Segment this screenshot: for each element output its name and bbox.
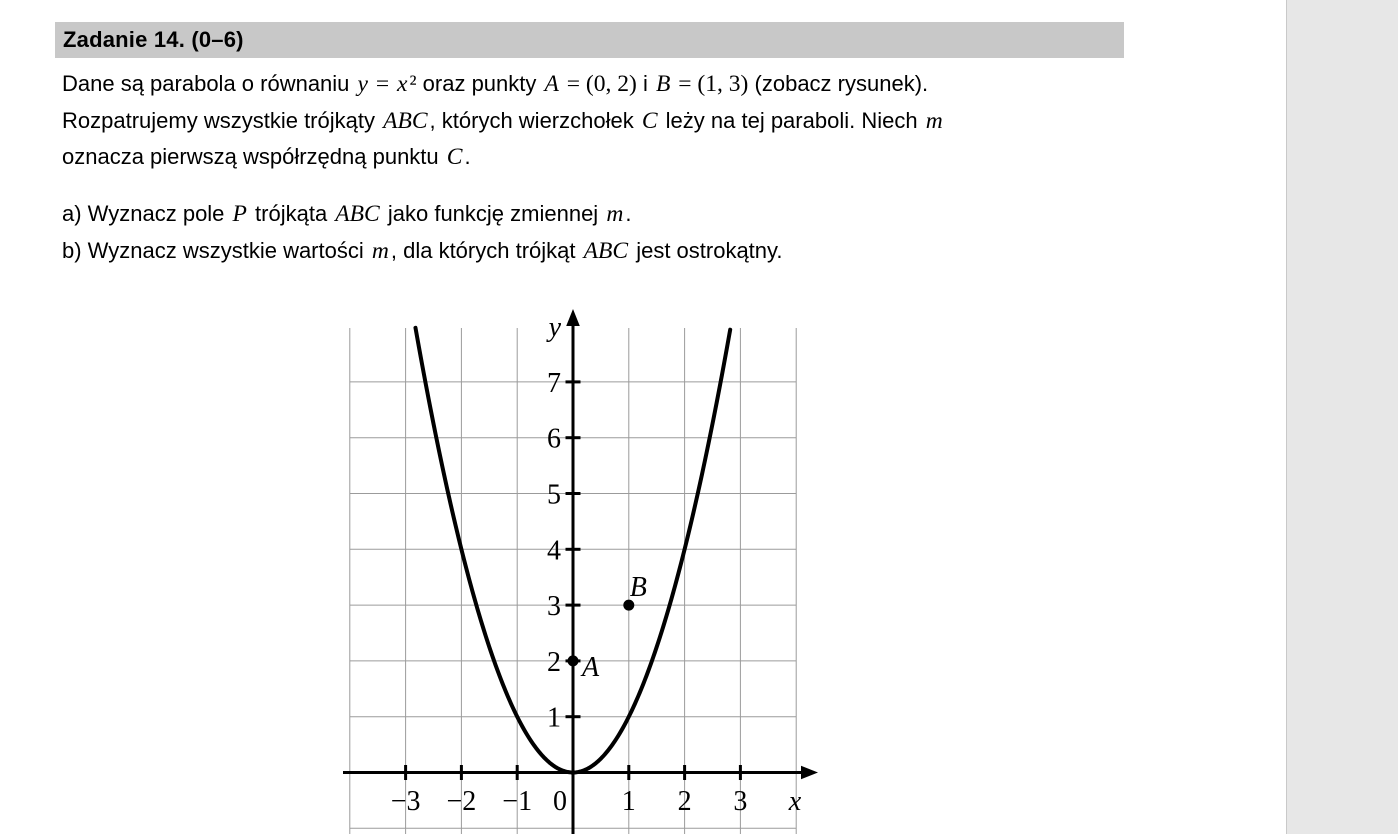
point-label-A: A	[582, 651, 600, 683]
x-axis-label: x	[788, 786, 802, 817]
x-tick-label: −2	[446, 786, 477, 817]
part-b: b) Wyznacz wszystkie wartości m, dla których trójkąt ABC jest ostrokątny.	[62, 237, 783, 264]
x-tick-label: −1	[502, 786, 533, 817]
statement-line-1: Dane są parabola o równaniu y = x² oraz punkty A = (0, 2) i B = (1, 3) (zobacz rysunek).	[62, 71, 929, 97]
x-tick-label: 3	[733, 786, 748, 817]
y-tick-label: 7	[547, 367, 561, 399]
y-axis-label: y	[548, 312, 561, 343]
statement-line-2: Rozpatrujemy wszystkie trójkąty ABC, których wierzchołek C leży na tej paraboli. Niech m	[62, 107, 943, 134]
figure-container	[340, 300, 832, 834]
x-tick-label: 2	[677, 786, 692, 817]
parabola-graph	[340, 300, 832, 834]
x-axis-arrow-icon	[801, 766, 818, 780]
task-parts	[62, 196, 1272, 269]
y-tick-label: 5	[547, 479, 561, 511]
origin-label: 0	[553, 786, 567, 817]
point-A	[568, 655, 579, 666]
statement-line-3: oznacza pierwszą współrzędną punktu C.	[62, 144, 471, 170]
task-title: Zadanie 14. (0–6)	[63, 27, 244, 52]
point-label-B: B	[629, 572, 647, 604]
y-axis-arrow-icon	[566, 309, 580, 326]
y-tick-label: 1	[547, 702, 561, 734]
task-statement	[62, 66, 1272, 176]
part-a: a) Wyznacz pole P trójkąta ABC jako funkcję zmiennej m.	[62, 201, 632, 227]
y-tick-label: 2	[547, 646, 561, 678]
page-right-gutter	[1286, 0, 1398, 834]
x-tick-label: 1	[621, 786, 636, 817]
y-tick-label: 6	[547, 423, 561, 455]
task-header-bar	[55, 22, 1124, 58]
x-tick-label: −3	[390, 786, 421, 817]
y-tick-label: 3	[547, 591, 561, 623]
y-tick-label: 4	[547, 535, 561, 567]
